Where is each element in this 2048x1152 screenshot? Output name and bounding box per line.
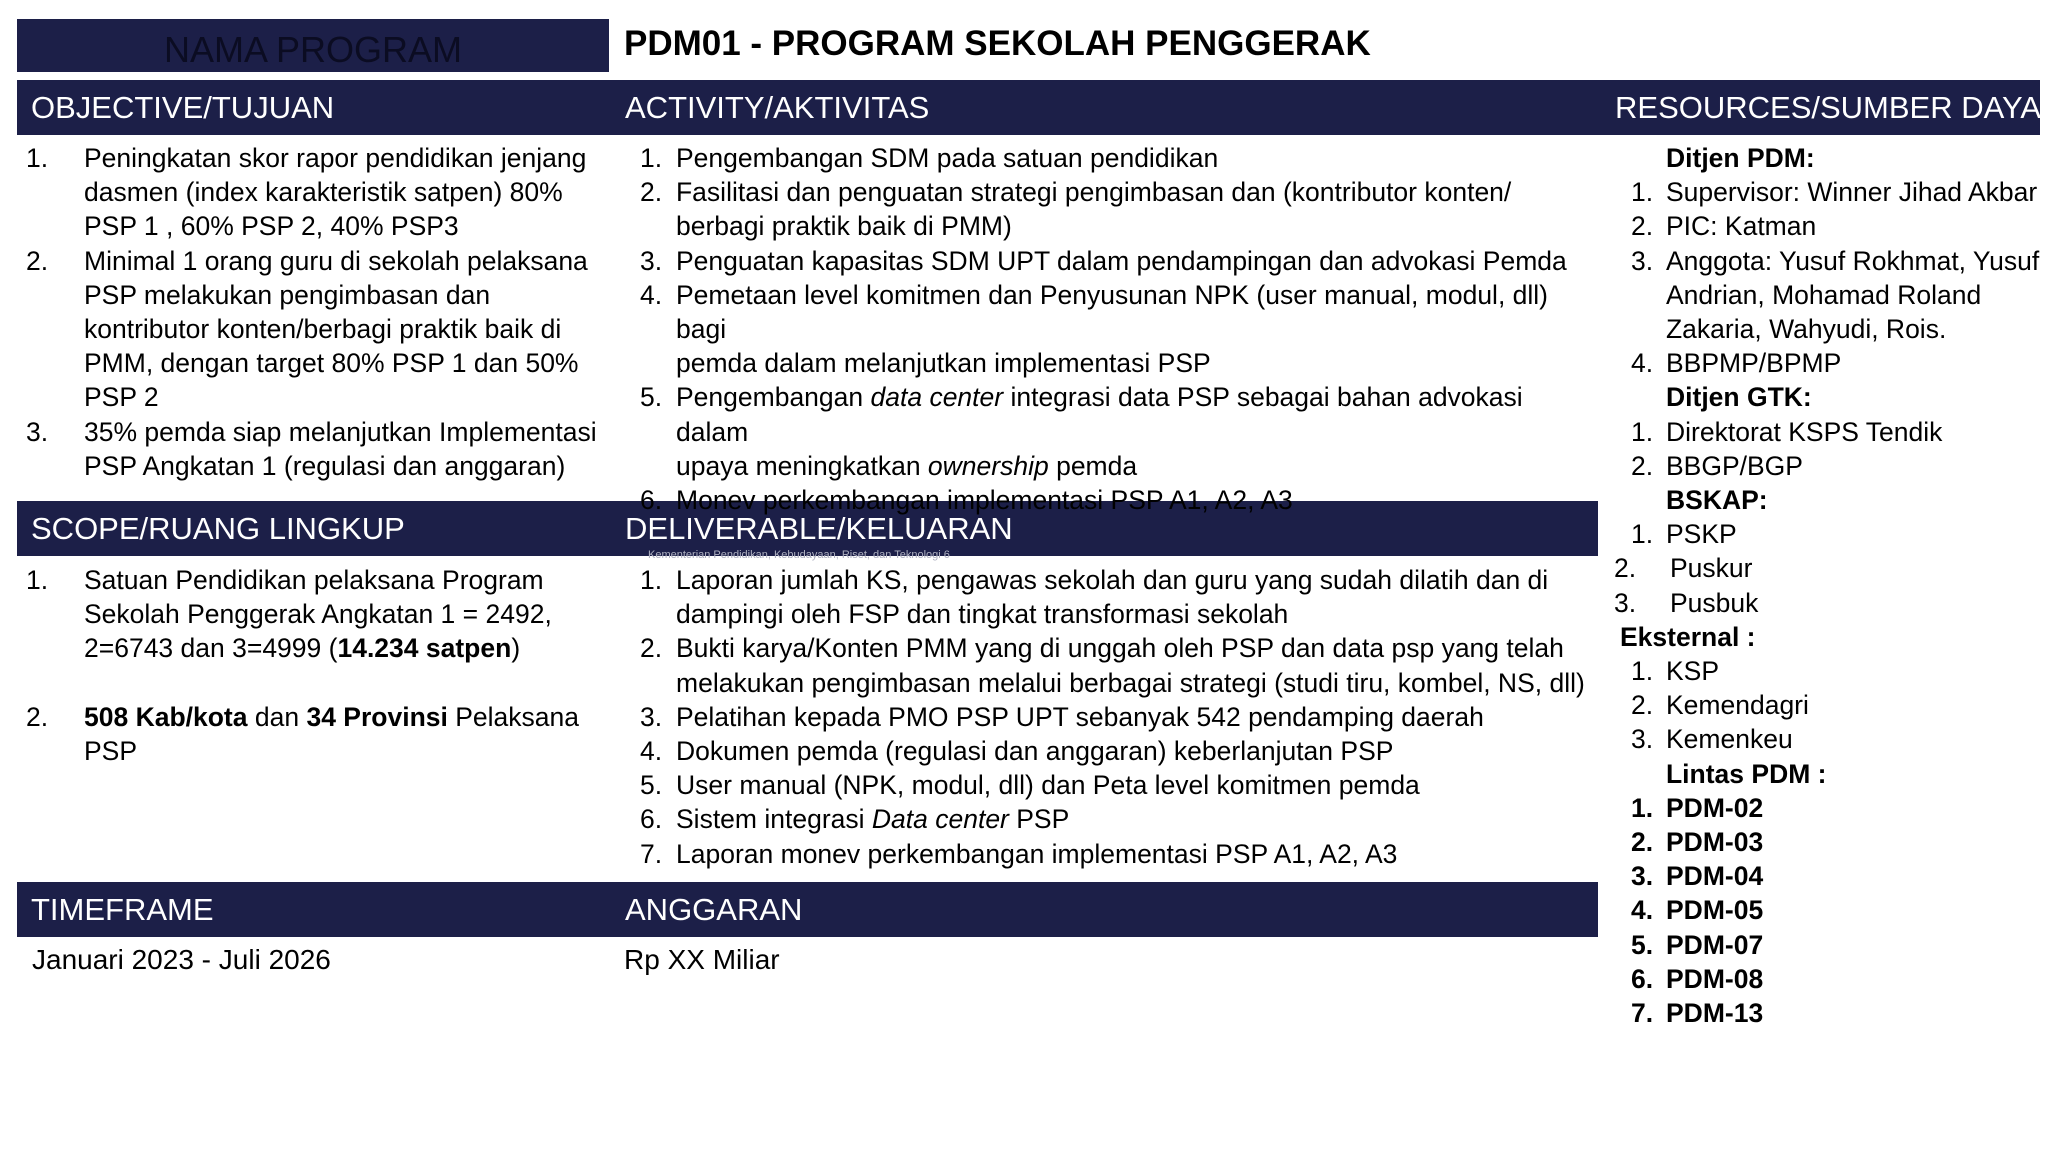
list-item: 3. 35% pemda siap melanjutkan Implementasi PSP Angkatan 1 (regulasi dan anggaran) — [26, 416, 597, 481]
list-item: 7. Laporan monev perkembangan implementasi PSP A1, A2, A3 — [640, 838, 1398, 869]
anggaran-header: ANGGARAN — [625, 892, 803, 927]
list-item: 4. Pemetaan level komitmen dan Penyusunan NPK (user manual, modul, dll) bagi pemda dalam melanjutkan implementasi PSP — [640, 279, 1549, 379]
activity-header: ACTIVITY/AKTIVITAS — [625, 90, 930, 125]
activity-list — [640, 141, 1596, 517]
deliverable-list — [640, 563, 1596, 871]
resources-list — [1614, 141, 2041, 1030]
list-item: 2. Kemendagri — [1631, 690, 1809, 721]
scope-header: SCOPE/RUANG LINGKUP — [31, 511, 405, 546]
list-item: 3. Penguatan kapasitas SDM UPT dalam pendampingan dan advokasi Pemda — [640, 245, 1567, 276]
list-item: 4. BBPMP/BPMP — [1631, 348, 1842, 379]
footer-note: Kementerian Pendidikan, Kebudayaan, Riset, dan Teknologi 6 — [648, 549, 950, 561]
list-item: 1. Direktorat KSPS Tendik — [1631, 416, 1943, 447]
objective-header: OBJECTIVE/TUJUAN — [31, 90, 335, 125]
bottom-header-bar — [17, 882, 1598, 937]
list-item: 4. PDM-05 — [1631, 895, 1764, 926]
resource-group-head: Ditjen GTK: — [1666, 382, 1812, 413]
objective-list — [26, 141, 604, 483]
list-item: 4. Dokumen pemda (regulasi dan anggaran) keberlanjutan PSP — [640, 736, 1394, 767]
list-item: 2. Bukti karya/Konten PMM yang di unggah oleh PSP dan data psp yang telah melakukan pengimbasan melalui berbagai strategi (studi tiru, kombel, NS, dll) — [640, 633, 1585, 698]
timeframe-header: TIMEFRAME — [31, 892, 214, 927]
top-header-bar — [17, 80, 2040, 135]
list-item: 6. Monev perkembangan implementasi PSP A1, A2, A3 — [640, 485, 1293, 516]
list-item: 2. Minimal 1 orang guru di sekolah pelaksana PSP melakukan pengimbasan dan kontributor konten/berbagi praktik baik di PMM, dengan target 80% PSP 1 dan 50% PSP 2 — [26, 245, 588, 413]
deliverable-header: DELIVERABLE/KELUARAN — [625, 511, 1013, 546]
list-item: 6. PDM-08 — [1631, 963, 1764, 994]
list-item: 5. User manual (NPK, modul, dll) dan Peta level komitmen pemda — [640, 770, 1420, 801]
list-item: 3. Pelatihan kepada PMO PSP UPT sebanyak 542 pendamping daerah — [640, 701, 1484, 732]
anggaran-value: Rp XX Miliar — [624, 944, 780, 975]
list-item: 3. Anggota: Yusuf Rokhmat, Yusuf Andrian, Mohamad Roland Zakaria, Wahyudi, Rois. — [1631, 245, 2040, 345]
list-item: 6. Sistem integrasi Data center PSP — [640, 804, 1070, 835]
resource-group-head: Lintas PDM : — [1666, 758, 1827, 789]
list-item: 2. BBGP/BGP — [1631, 450, 1803, 481]
list-item: 1. Laporan jumlah KS, pengawas sekolah dan guru yang sudah dilatih dan di dampingi oleh FSP dan tingkat transformasi sekolah — [640, 565, 1549, 630]
list-item: 2. PDM-03 — [1631, 827, 1764, 858]
program-title: PDM01 - PROGRAM SEKOLAH PENGGERAK — [624, 24, 1371, 63]
list-item: 1. Satuan Pendidikan pelaksana Program Sekolah Penggerak Angkatan 1 = 2492, 2=6743 dan 3=4999 (14.234 satpen) — [26, 565, 552, 664]
scope-list — [26, 563, 604, 768]
list-item: 3. Pusbuk — [1614, 587, 1759, 618]
list-item: 1. KSP — [1631, 656, 1720, 687]
list-item: 1. Supervisor: Winner Jihad Akbar — [1631, 177, 2038, 208]
program-label: NAMA PROGRAM — [163, 29, 463, 70]
list-item: 1. PDM-02 — [1631, 792, 1764, 823]
spacer — [84, 666, 604, 700]
list-item: 1. Peningkatan skor rapor pendidikan jenjang dasmen (index karakteristik satpen) 80% PSP 1 , 60% PSP 2, 40% PSP3 — [26, 143, 587, 242]
list-item: 1. PSKP — [1631, 519, 1737, 550]
resource-group-head: Ditjen PDM: — [1666, 143, 1815, 173]
list-item: 2. 508 Kab/kota dan 34 Provinsi Pelaksana PSP — [26, 701, 579, 766]
list-item: 2. Fasilitasi dan penguatan strategi pengimbasan dan (kontributor konten/ berbagi praktik baik di PMM) — [640, 177, 1512, 242]
program-label-box — [17, 19, 609, 72]
resource-group-head: Eksternal : — [1620, 621, 1756, 652]
timeframe-value: Januari 2023 - Juli 2026 — [32, 944, 331, 975]
list-item: 5. Pengembangan data center integrasi data PSP sebagai bahan advokasi dalam upaya meningkatkan ownership pemda — [640, 382, 1523, 481]
list-item: 2. Puskur — [1614, 553, 1753, 584]
list-item: 3. PDM-04 — [1631, 861, 1764, 892]
resource-group-head: BSKAP: — [1666, 485, 1768, 516]
list-item: 1. Pengembangan SDM pada satuan pendidikan — [640, 143, 1219, 173]
list-item: 2. PIC: Katman — [1631, 211, 1817, 242]
list-item: 7. PDM-13 — [1631, 998, 1764, 1029]
list-item: 3. Kemenkeu — [1631, 724, 1793, 755]
resources-header: RESOURCES/SUMBER DAYA — [1615, 90, 2042, 125]
list-item: 5. PDM-07 — [1631, 929, 1764, 960]
